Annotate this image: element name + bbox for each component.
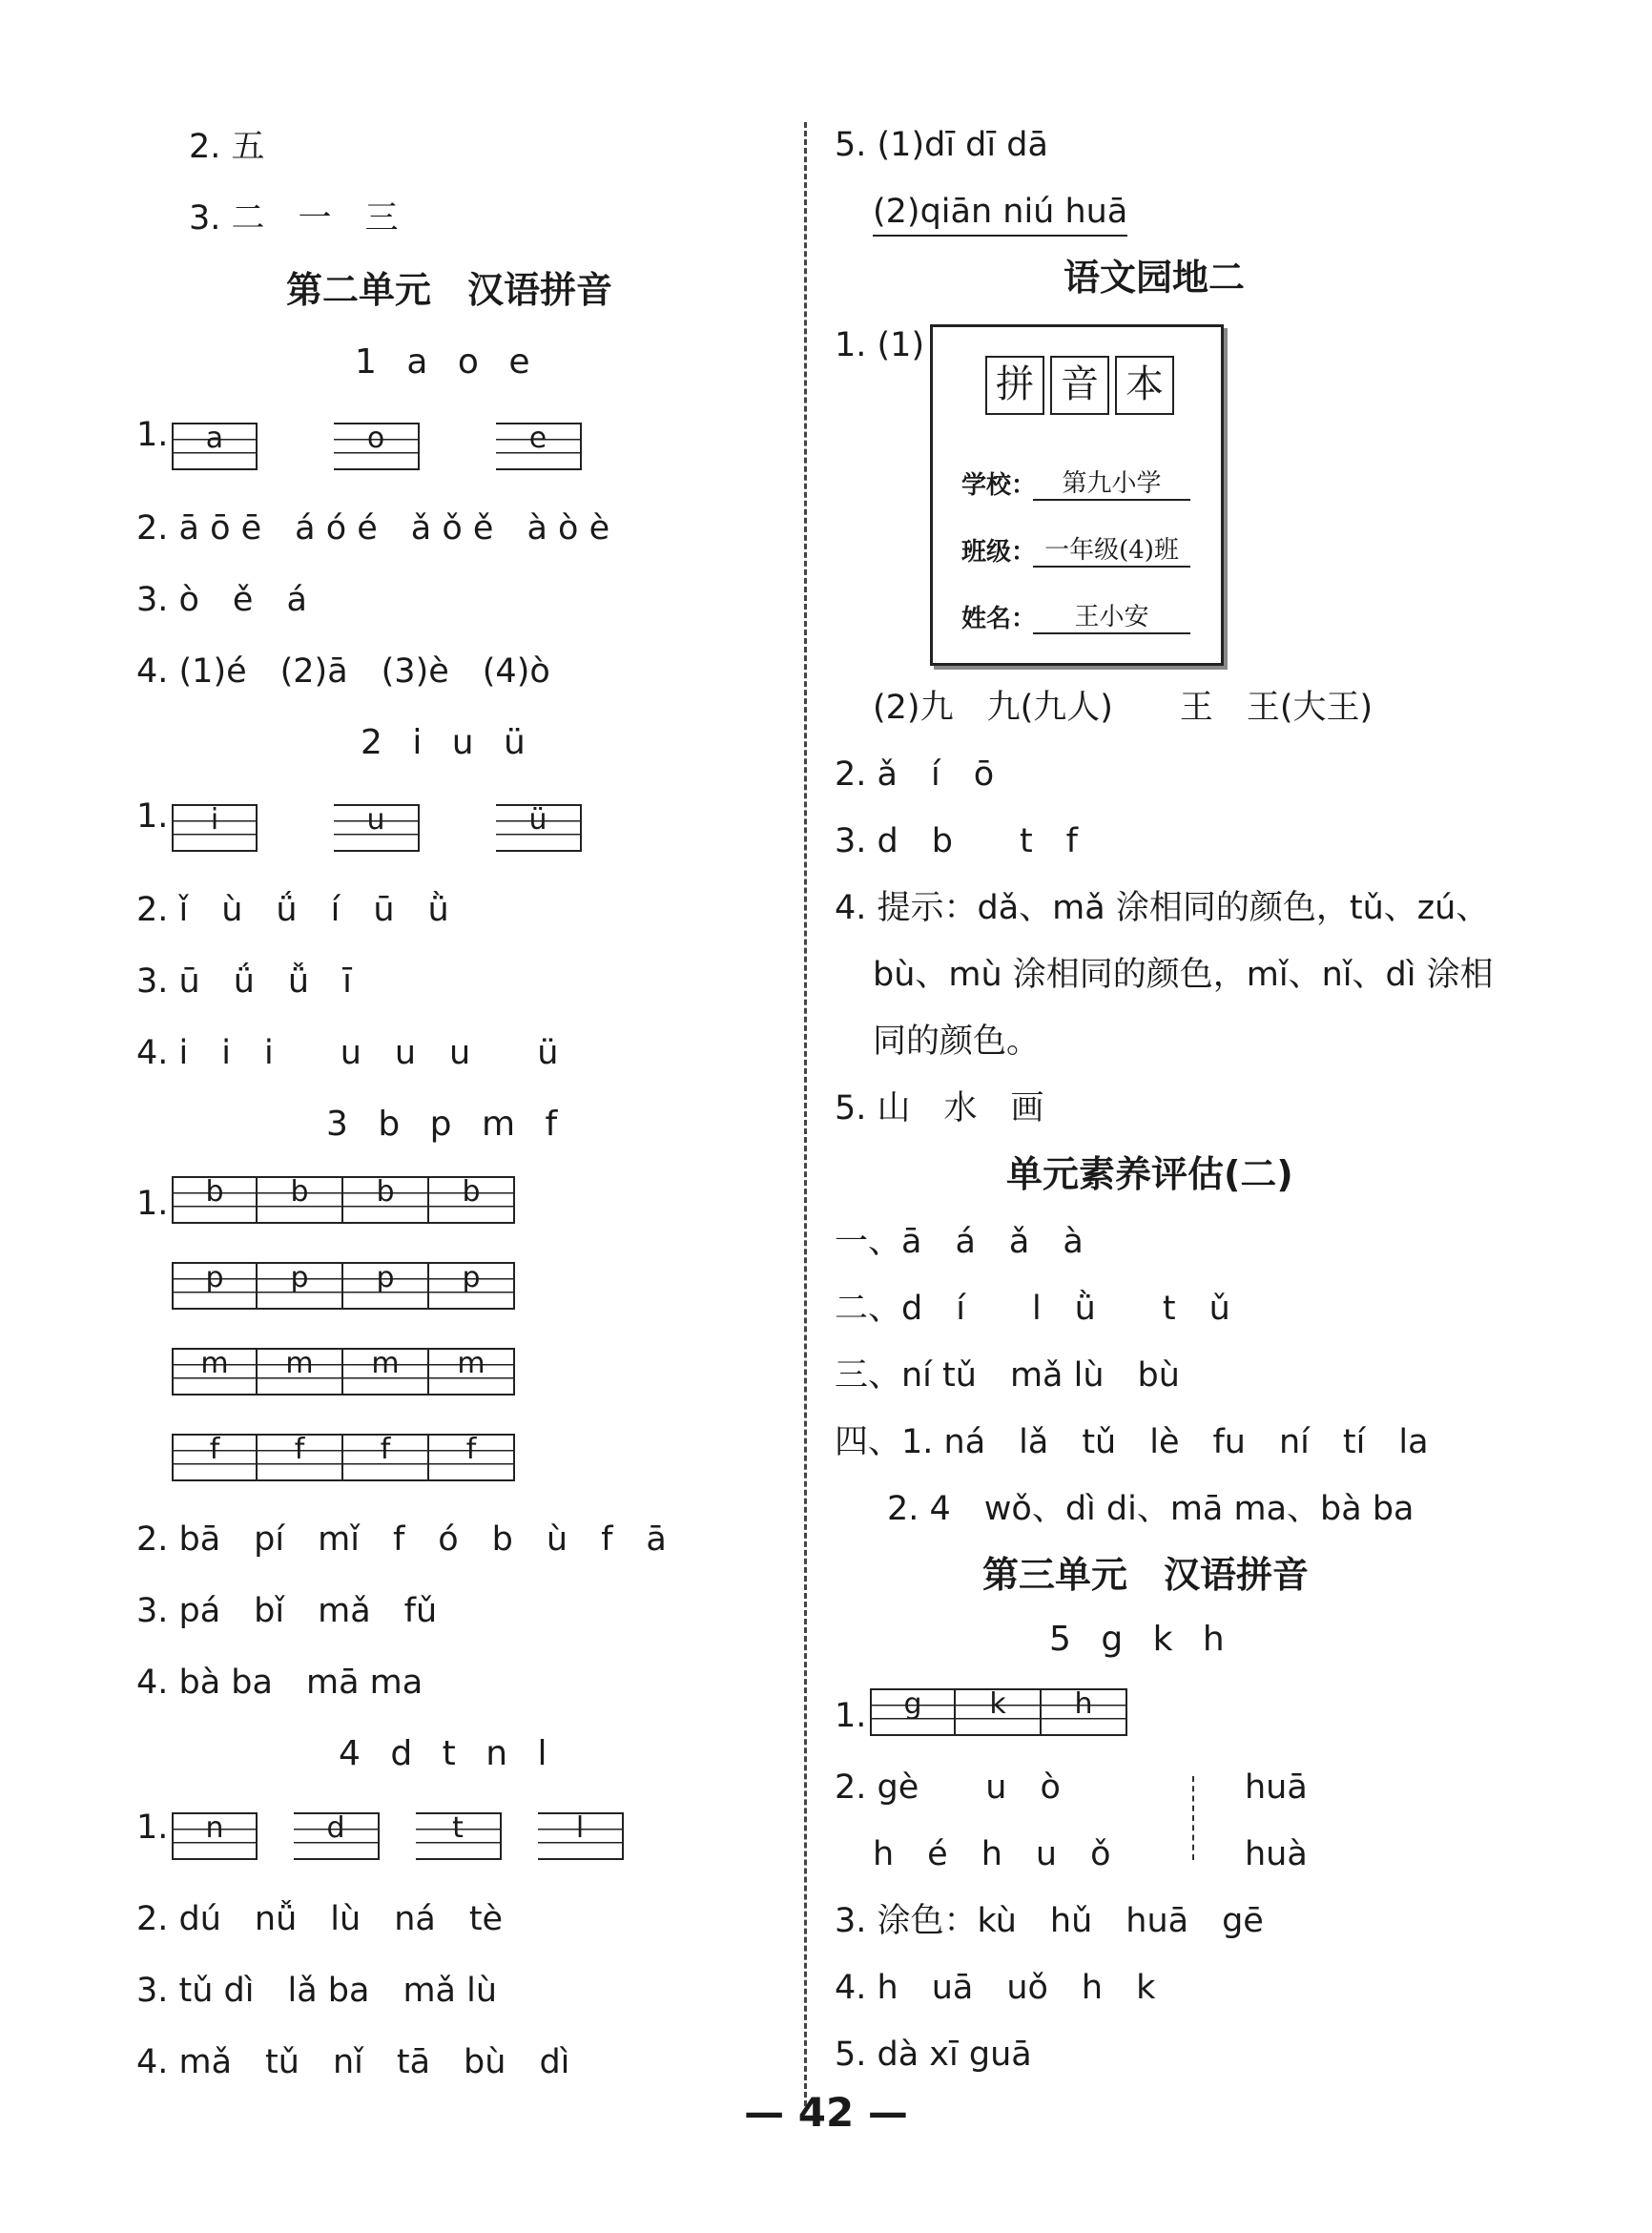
answer-line: (2)qiān niú huā bbox=[873, 189, 1127, 237]
four-line-grid-row bbox=[172, 1812, 624, 1860]
four-line-grid-row bbox=[172, 1262, 515, 1310]
card-title-char: 拼 bbox=[985, 356, 1044, 415]
grid-cell: f bbox=[429, 1434, 515, 1481]
grid-cell: p bbox=[172, 1262, 258, 1310]
answer-line: 四、1. ná lǎ tǔ lè fu ní tí la bbox=[835, 1423, 1429, 1461]
grid-cell: t bbox=[416, 1812, 502, 1860]
answer-line: (2)九 九(九人) 王 王(大王) bbox=[873, 689, 1373, 727]
answer-line: 2. 五 bbox=[189, 128, 265, 166]
pinyin-notebook-card bbox=[930, 324, 1224, 666]
grid-cell: f bbox=[172, 1434, 258, 1481]
grid-cell: m bbox=[258, 1348, 343, 1396]
grid-cell: b bbox=[429, 1176, 515, 1224]
grid-cell: u bbox=[334, 804, 420, 852]
answer-line: 3. ò ě á bbox=[136, 581, 307, 619]
question-number: 1. bbox=[136, 797, 169, 836]
lesson-title: 1 a o e bbox=[355, 342, 540, 382]
four-line-grid-row bbox=[172, 1434, 515, 1481]
answer-line: 三、ní tǔ mǎ lù bù bbox=[835, 1356, 1180, 1395]
four-line-grid-row bbox=[172, 1176, 515, 1224]
grid-cell: ü bbox=[496, 804, 582, 852]
four-line-grid-row bbox=[172, 804, 582, 852]
lesson-title: 3 b p m f bbox=[326, 1105, 568, 1144]
question-number: 1. bbox=[136, 1185, 169, 1223]
answer-line: h é h u ǒ bbox=[873, 1835, 1111, 1873]
grid-cell: e bbox=[496, 423, 582, 470]
four-line-grid-row bbox=[172, 423, 582, 470]
answer-line: 2. ǎ í ō bbox=[835, 755, 995, 794]
grid-cell: h bbox=[1042, 1688, 1127, 1736]
four-line-grid-row bbox=[870, 1688, 1127, 1736]
grid-cell: n bbox=[172, 1812, 258, 1860]
lesson-title: 4 d t n l bbox=[339, 1734, 557, 1773]
answer-line: 4. (1)é (2)ā (3)è (4)ò bbox=[136, 652, 550, 691]
card-title-char: 音 bbox=[1050, 356, 1109, 415]
answer-line: 5. 山 水 画 bbox=[835, 1089, 1044, 1127]
section-heading: 单元素养评估(二) bbox=[1006, 1153, 1293, 1195]
grid-cell: m bbox=[172, 1348, 258, 1396]
answer-line: 2. bā pí mǐ f ó b ù f ā bbox=[136, 1520, 667, 1559]
answer-line: 4. bà ba mā ma bbox=[136, 1664, 423, 1702]
answer-line: 3. 涂色：kù hǔ huā gē bbox=[835, 1902, 1264, 1940]
card-title-char: 本 bbox=[1115, 356, 1174, 415]
grid-cell: p bbox=[343, 1262, 429, 1310]
answer-line: 4. h uā uǒ h k bbox=[835, 1969, 1156, 2007]
question-number: 1. bbox=[136, 1809, 169, 1847]
lesson-title: 2 i u ü bbox=[361, 723, 535, 762]
name-value: 王小安 bbox=[1033, 597, 1190, 634]
answer-line: 二、d í l ǜ t ǔ bbox=[835, 1290, 1230, 1328]
question-number: 1. bbox=[136, 416, 169, 454]
grid-cell: b bbox=[258, 1176, 343, 1224]
answer-line: 4. i i i u u u ü bbox=[136, 1034, 559, 1072]
answer-line: huà bbox=[1245, 1835, 1308, 1873]
grid-cell: l bbox=[538, 1812, 624, 1860]
column-divider bbox=[804, 122, 807, 2106]
grid-cell: m bbox=[429, 1348, 515, 1396]
grid-cell: m bbox=[343, 1348, 429, 1396]
answer-line: 2. ā ō ē á ó é ǎ ǒ ě à ò è bbox=[136, 509, 610, 548]
answer-line: 2. 4 wǒ、dì di、mā ma、bà ba bbox=[887, 1490, 1415, 1528]
four-line-grid-row bbox=[172, 1348, 515, 1396]
class-label: 班级： bbox=[961, 538, 1037, 567]
answer-line: 同的颜色。 bbox=[873, 1023, 1041, 1061]
answer-line: 1. (1) bbox=[835, 326, 925, 364]
page-number: — 42 — bbox=[744, 2089, 908, 2136]
answer-line: 5. (1)dī dī dā bbox=[835, 126, 1048, 164]
answer-line: 2. gè u ò bbox=[835, 1768, 1061, 1807]
answer-line: 一、ā á ǎ à bbox=[835, 1223, 1084, 1261]
section-heading: 第二单元 汉语拼音 bbox=[286, 269, 613, 311]
grid-cell: f bbox=[343, 1434, 429, 1481]
answer-line: 2. ǐ ù ǘ í ū ǜ bbox=[136, 891, 449, 929]
dashed-separator bbox=[1192, 1776, 1194, 1860]
answer-line: 4. 提示：dǎ、mǎ 涂相同的颜色，tǔ、zú、 bbox=[835, 889, 1490, 927]
answer-line: 5. dà xī guā bbox=[835, 2036, 1032, 2074]
answer-line: 3. pá bǐ mǎ fǔ bbox=[136, 1592, 438, 1630]
grid-cell: b bbox=[172, 1176, 258, 1224]
answer-line: 3. ū ǘ ǚ ī bbox=[136, 962, 352, 1001]
answer-line: huā bbox=[1245, 1768, 1308, 1807]
card-title bbox=[985, 356, 1180, 415]
grid-cell: f bbox=[258, 1434, 343, 1481]
school-value: 第九小学 bbox=[1033, 464, 1190, 501]
grid-cell: o bbox=[334, 423, 420, 470]
lesson-title: 5 g k h bbox=[1049, 1620, 1234, 1659]
answer-line: bù、mù 涂相同的颜色，mǐ、nǐ、dì 涂相 bbox=[873, 956, 1494, 994]
school-label: 学校： bbox=[961, 471, 1037, 500]
grid-cell: p bbox=[429, 1262, 515, 1310]
grid-cell: d bbox=[294, 1812, 380, 1860]
grid-cell: i bbox=[172, 804, 258, 852]
grid-cell: g bbox=[870, 1688, 956, 1736]
answer-line: 3. d b t f bbox=[835, 822, 1078, 860]
class-value: 一年级(4)班 bbox=[1033, 530, 1190, 568]
answer-line: 3. 二 一 三 bbox=[189, 199, 399, 238]
question-number: 1. bbox=[835, 1697, 867, 1735]
grid-cell: a bbox=[172, 423, 258, 470]
section-heading: 语文园地二 bbox=[1063, 257, 1246, 299]
answer-line: 2. dú nǚ lù ná tè bbox=[136, 1900, 504, 1938]
answer-line: 4. mǎ tǔ nǐ tā bù dì bbox=[136, 2043, 570, 2081]
grid-cell: p bbox=[258, 1262, 343, 1310]
name-label: 姓名： bbox=[961, 605, 1037, 633]
grid-cell: k bbox=[956, 1688, 1042, 1736]
section-heading: 第三单元 汉语拼音 bbox=[982, 1554, 1310, 1596]
answer-line: 3. tǔ dì lǎ ba mǎ lù bbox=[136, 1972, 498, 2010]
grid-cell: b bbox=[343, 1176, 429, 1224]
